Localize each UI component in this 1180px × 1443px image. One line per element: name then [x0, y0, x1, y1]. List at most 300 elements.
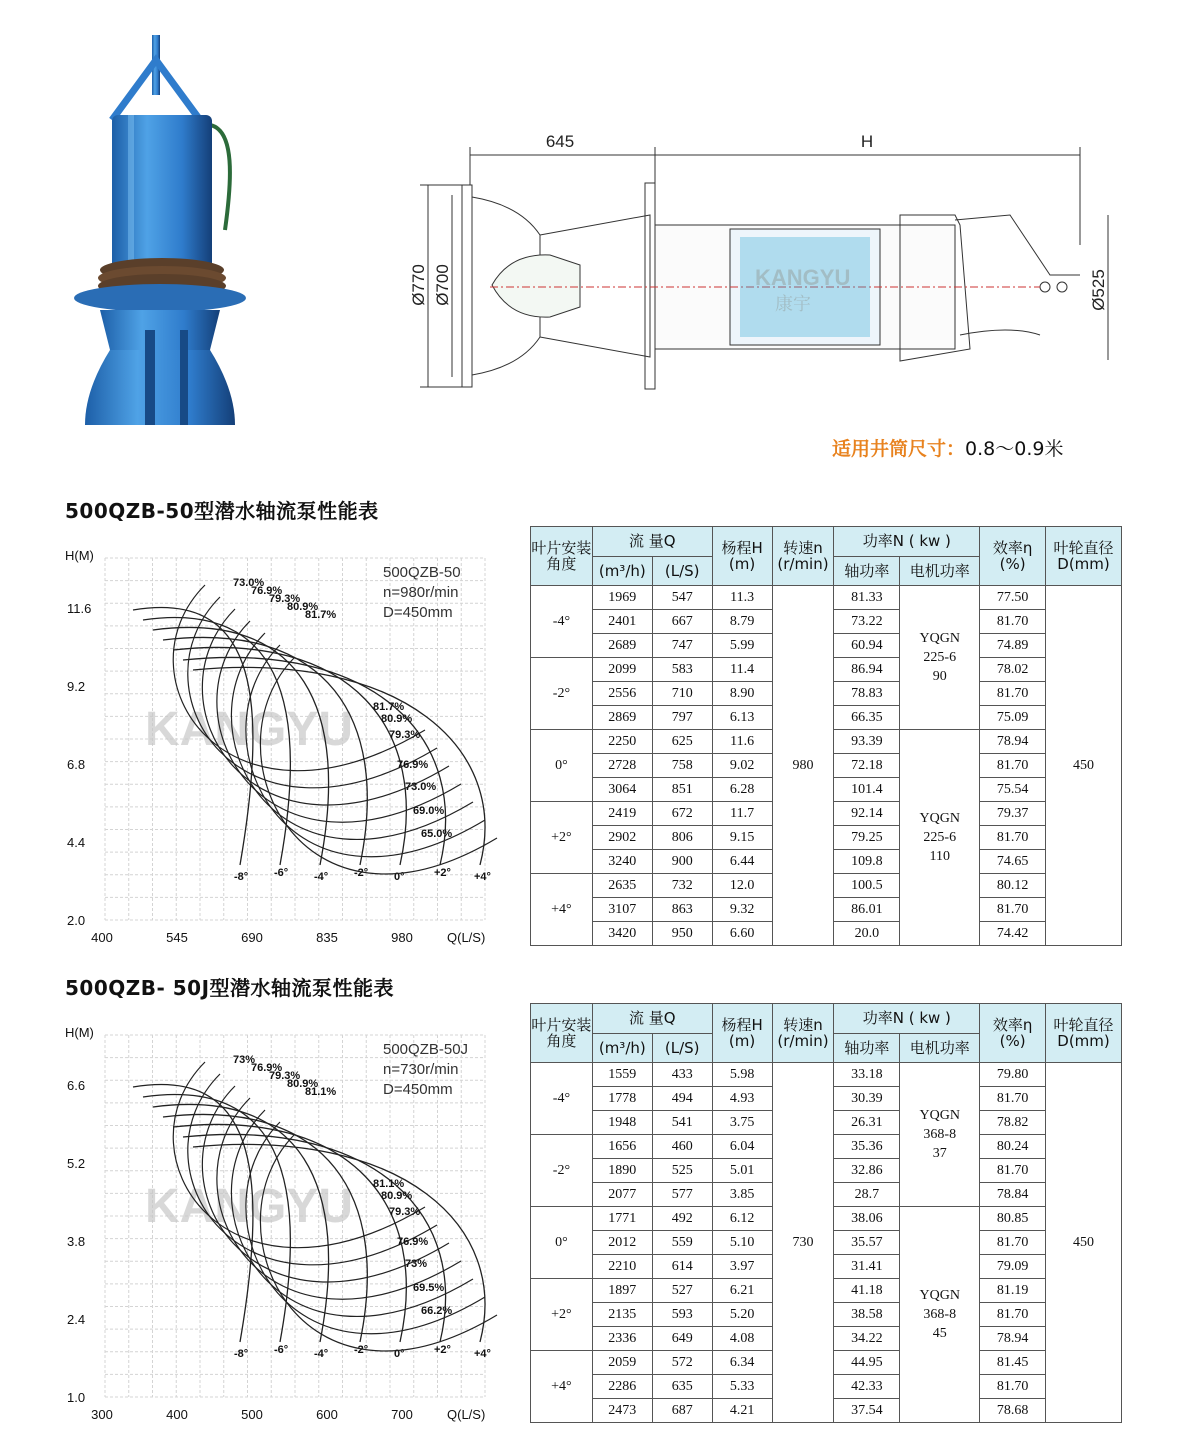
- flow-m3h-cell: 2902: [592, 826, 652, 850]
- shaft-power-cell: 66.35: [834, 706, 900, 730]
- col-motor-power: 电机功率: [900, 556, 980, 586]
- motor-kw: 110: [929, 849, 950, 864]
- flow-m3h-cell: 1969: [592, 586, 652, 610]
- head-cell: 6.13: [712, 706, 772, 730]
- efficiency-label: 81.1%: [305, 1086, 337, 1098]
- shaft-power-cell: 60.94: [834, 634, 900, 658]
- col-eff: [980, 1004, 1046, 1063]
- blade-angle-label: +4°: [474, 871, 491, 883]
- flow-ls-cell: 950: [652, 922, 712, 946]
- head-cell: 6.21: [712, 1279, 772, 1303]
- head-cell: 4.93: [712, 1087, 772, 1111]
- flow-ls-cell: 710: [652, 682, 712, 706]
- efficiency-cell: 81.70: [980, 1231, 1046, 1255]
- table-row: [531, 586, 1122, 610]
- motor-kw: 45: [932, 1326, 947, 1341]
- chart-legend-line: 500QZB-50J: [383, 1041, 469, 1058]
- shaft-power-cell: 86.01: [834, 898, 900, 922]
- head-cell: 11.6: [712, 730, 772, 754]
- head-cell: 5.10: [712, 1231, 772, 1255]
- efficiency-cell: 81.70: [980, 1159, 1046, 1183]
- col-angle: 叶片安装角度: [531, 1004, 593, 1063]
- flow-ls-cell: 494: [652, 1087, 712, 1111]
- flow-m3h-cell: 1897: [592, 1279, 652, 1303]
- flow-ls-cell: 492: [652, 1207, 712, 1231]
- efficiency-cell: 79.09: [980, 1255, 1046, 1279]
- flow-ls-cell: 851: [652, 778, 712, 802]
- flow-ls-cell: 747: [652, 634, 712, 658]
- motor-spec: 225-6: [923, 830, 957, 845]
- col-head-label: 杨程H: [721, 1016, 763, 1034]
- shaft-power-cell: 92.14: [834, 802, 900, 826]
- performance-chart-2: [55, 1017, 505, 1427]
- col-flow-ls: (L/S): [652, 556, 712, 586]
- chart-legend-line: n=730r/min: [383, 1061, 459, 1078]
- chart-legend-line: D=450mm: [383, 604, 453, 621]
- col-flow-m3h: (m³/h): [592, 556, 652, 586]
- col-head: [712, 1004, 772, 1063]
- efficiency-cell: 81.70: [980, 682, 1046, 706]
- head-cell: 8.79: [712, 610, 772, 634]
- flow-m3h-cell: 2286: [592, 1375, 652, 1399]
- motor-model: YQGN: [919, 811, 960, 826]
- efficiency-cell: 81.70: [980, 754, 1046, 778]
- col-eff: [980, 527, 1046, 586]
- shaft-power-cell: 34.22: [834, 1327, 900, 1351]
- flow-ls-cell: 649: [652, 1327, 712, 1351]
- performance-chart-1: [55, 540, 505, 950]
- shaft-size-note: [832, 434, 1063, 461]
- drawing-watermark-cn: 康宇: [775, 294, 811, 314]
- shaft-power-cell: 38.06: [834, 1207, 900, 1231]
- motor-kw: 90: [932, 669, 947, 684]
- shaft-power-cell: 44.95: [834, 1351, 900, 1375]
- efficiency-label: 76.9%: [397, 759, 429, 771]
- flow-m3h-cell: 2689: [592, 634, 652, 658]
- head-cell: 6.28: [712, 778, 772, 802]
- blade-angle-label: 0°: [394, 1348, 405, 1360]
- efficiency-cell: 80.85: [980, 1207, 1046, 1231]
- flow-m3h-cell: 3064: [592, 778, 652, 802]
- efficiency-label: 81.7%: [305, 609, 337, 621]
- flow-m3h-cell: 1890: [592, 1159, 652, 1183]
- col-speed-unit: (r/min): [777, 555, 829, 573]
- flow-m3h-cell: 2419: [592, 802, 652, 826]
- blade-angle-label: -4°: [314, 871, 329, 883]
- performance-table-2: [530, 1003, 1122, 1423]
- y-tick-label: 2.4: [67, 1312, 86, 1327]
- head-cell: 4.21: [712, 1399, 772, 1423]
- efficiency-label: 80.9%: [287, 601, 319, 613]
- flow-ls-cell: 614: [652, 1255, 712, 1279]
- blade-angle-cell: -4°: [531, 1063, 593, 1135]
- flow-ls-cell: 577: [652, 1183, 712, 1207]
- motor-power-cell: [900, 1207, 980, 1423]
- efficiency-label: 65.0%: [421, 828, 453, 840]
- chart-legend-line: n=980r/min: [383, 584, 459, 601]
- blade-angle-cell: -4°: [531, 586, 593, 658]
- efficiency-cell: 80.24: [980, 1135, 1046, 1159]
- flow-m3h-cell: 2077: [592, 1183, 652, 1207]
- col-impeller: 叶轮直径D(mm): [1046, 1004, 1122, 1063]
- blade-angle-cell: +4°: [531, 1351, 593, 1423]
- flow-m3h-cell: 2210: [592, 1255, 652, 1279]
- motor-power-cell: [900, 730, 980, 946]
- dimension-h: H: [860, 132, 874, 151]
- x-tick-label: 980: [391, 930, 413, 945]
- dimension-d770: Ø770: [409, 264, 428, 306]
- flow-ls-cell: 667: [652, 610, 712, 634]
- flow-m3h-cell: 2556: [592, 682, 652, 706]
- efficiency-cell: 78.82: [980, 1111, 1046, 1135]
- flow-ls-cell: 687: [652, 1399, 712, 1423]
- y-tick-label: 11.6: [67, 601, 92, 616]
- col-angle: 叶片安装角度: [531, 527, 593, 586]
- motor-model: YQGN: [919, 1288, 960, 1303]
- efficiency-label: 80.9%: [287, 1078, 319, 1090]
- shaft-power-cell: 42.33: [834, 1375, 900, 1399]
- motor-spec: 368-8: [923, 1307, 957, 1322]
- shaft-power-cell: 79.25: [834, 826, 900, 850]
- flow-ls-cell: 758: [652, 754, 712, 778]
- flow-m3h-cell: 1771: [592, 1207, 652, 1231]
- x-tick-label: 500: [241, 1407, 263, 1422]
- col-speed: [772, 1004, 834, 1063]
- shaft-power-cell: 73.22: [834, 610, 900, 634]
- efficiency-cell: 81.70: [980, 1087, 1046, 1111]
- x-tick-label: 300: [91, 1407, 113, 1422]
- head-cell: 6.04: [712, 1135, 772, 1159]
- efficiency-cell: 81.70: [980, 1303, 1046, 1327]
- motor-model: YQGN: [919, 1108, 960, 1123]
- blade-angle-cell: +2°: [531, 802, 593, 874]
- x-tick-label: 400: [166, 1407, 188, 1422]
- col-eff-label: 效率η: [992, 539, 1033, 557]
- flow-ls-cell: 900: [652, 850, 712, 874]
- head-cell: 4.08: [712, 1327, 772, 1351]
- blade-angle-cell: +2°: [531, 1279, 593, 1351]
- blade-angle-label: +4°: [474, 1348, 491, 1360]
- efficiency-cell: 78.94: [980, 730, 1046, 754]
- flow-m3h-cell: 2135: [592, 1303, 652, 1327]
- y-tick-label: 4.4: [67, 835, 86, 850]
- flow-ls-cell: 806: [652, 826, 712, 850]
- efficiency-label: 69.5%: [413, 1282, 445, 1294]
- efficiency-label: 79.3%: [389, 1206, 421, 1218]
- efficiency-label: 73.0%: [233, 577, 265, 589]
- head-cell: 5.33: [712, 1375, 772, 1399]
- efficiency-cell: 79.80: [980, 1063, 1046, 1087]
- shaft-power-cell: 26.31: [834, 1111, 900, 1135]
- y-tick-label: 6.8: [67, 757, 86, 772]
- blade-angle-label: +2°: [434, 1344, 451, 1356]
- y-tick-label: 6.6: [67, 1078, 86, 1093]
- x-tick-label: 690: [241, 930, 263, 945]
- flow-m3h-cell: 2012: [592, 1231, 652, 1255]
- x-axis-label: Q(L/S): [447, 1407, 486, 1422]
- blade-angle-cell: 0°: [531, 730, 593, 802]
- flow-ls-cell: 541: [652, 1111, 712, 1135]
- shaft-power-cell: 86.94: [834, 658, 900, 682]
- speed-cell: 980: [772, 586, 834, 946]
- efficiency-cell: 79.37: [980, 802, 1046, 826]
- shaft-power-cell: 81.33: [834, 586, 900, 610]
- col-flow-ls: (L/S): [652, 1033, 712, 1063]
- efficiency-label: 73%: [405, 1258, 428, 1270]
- flow-m3h-cell: 1656: [592, 1135, 652, 1159]
- head-cell: 6.44: [712, 850, 772, 874]
- shaft-size-label: 适用井筒尺寸：: [832, 438, 966, 460]
- blade-angle-cell: +4°: [531, 874, 593, 946]
- col-power: 功率N ( kw ): [834, 1004, 980, 1034]
- flow-m3h-cell: 3240: [592, 850, 652, 874]
- performance-table-1: [530, 526, 1122, 946]
- col-shaft-power: 轴功率: [834, 556, 900, 586]
- efficiency-label: 80.9%: [381, 1190, 413, 1202]
- shaft-power-cell: 28.7: [834, 1183, 900, 1207]
- efficiency-cell: 81.70: [980, 826, 1046, 850]
- col-head: [712, 527, 772, 586]
- efficiency-cell: 74.42: [980, 922, 1046, 946]
- chart-watermark: KANGYU: [145, 1180, 354, 1233]
- sectional-drawing: [400, 125, 1120, 395]
- x-tick-label: 545: [166, 930, 188, 945]
- efficiency-cell: 74.65: [980, 850, 1046, 874]
- efficiency-cell: 81.70: [980, 1375, 1046, 1399]
- shaft-power-cell: 37.54: [834, 1399, 900, 1423]
- blade-angle-cell: -2°: [531, 1135, 593, 1207]
- col-eff-unit: (%): [999, 555, 1026, 573]
- flow-m3h-cell: 3420: [592, 922, 652, 946]
- blade-angle-label: -4°: [314, 1348, 329, 1360]
- flow-ls-cell: 593: [652, 1303, 712, 1327]
- blade-angle-cell: -2°: [531, 658, 593, 730]
- efficiency-cell: 81.45: [980, 1351, 1046, 1375]
- x-axis-label: Q(L/S): [447, 930, 486, 945]
- y-tick-label: 2.0: [67, 913, 86, 928]
- efficiency-cell: 75.54: [980, 778, 1046, 802]
- col-shaft-power: 轴功率: [834, 1033, 900, 1063]
- col-power: 功率N ( kw ): [834, 527, 980, 557]
- drawing-watermark: KANGYU: [755, 265, 851, 290]
- efficiency-label: 76.9%: [251, 1062, 283, 1074]
- head-cell: 6.12: [712, 1207, 772, 1231]
- efficiency-label: 81.7%: [373, 701, 405, 713]
- section-title-1: 500QZB-50型潜水轴流泵性能表: [65, 499, 379, 523]
- efficiency-cell: 81.19: [980, 1279, 1046, 1303]
- head-cell: 11.4: [712, 658, 772, 682]
- efficiency-label: 66.2%: [421, 1305, 453, 1317]
- efficiency-cell: 75.09: [980, 706, 1046, 730]
- head-cell: 3.97: [712, 1255, 772, 1279]
- efficiency-cell: 74.89: [980, 634, 1046, 658]
- x-tick-label: 400: [91, 930, 113, 945]
- shaft-power-cell: 31.41: [834, 1255, 900, 1279]
- y-axis-label: H(M): [65, 1025, 94, 1040]
- col-head-unit: (m): [728, 1032, 756, 1050]
- blade-angle-label: -6°: [274, 1344, 289, 1356]
- shaft-power-cell: 32.86: [834, 1159, 900, 1183]
- efficiency-label: 73%: [233, 1054, 256, 1066]
- col-eff-unit: (%): [999, 1032, 1026, 1050]
- blade-angle-cell: 0°: [531, 1207, 593, 1279]
- flow-ls-cell: 527: [652, 1279, 712, 1303]
- shaft-power-cell: 41.18: [834, 1279, 900, 1303]
- col-head-label: 杨程H: [721, 539, 763, 557]
- col-flow: 流 量Q: [592, 1004, 712, 1034]
- flow-m3h-cell: 2250: [592, 730, 652, 754]
- head-cell: 6.60: [712, 922, 772, 946]
- flow-ls-cell: 525: [652, 1159, 712, 1183]
- efficiency-label: 76.9%: [251, 585, 283, 597]
- flow-ls-cell: 797: [652, 706, 712, 730]
- shaft-power-cell: 78.83: [834, 682, 900, 706]
- blade-angle-label: -8°: [234, 1348, 249, 1360]
- dimension-d525: Ø525: [1089, 269, 1108, 311]
- flow-m3h-cell: 1778: [592, 1087, 652, 1111]
- head-cell: 5.98: [712, 1063, 772, 1087]
- blade-angle-label: -2°: [354, 1344, 369, 1356]
- motor-spec: 225-6: [923, 650, 957, 665]
- table-row: [531, 1063, 1122, 1087]
- flow-m3h-cell: 2473: [592, 1399, 652, 1423]
- chart-watermark: KANGYU: [145, 703, 354, 756]
- section-title-2: 500QZB- 50J型潜水轴流泵性能表: [65, 976, 395, 1000]
- shaft-power-cell: 38.58: [834, 1303, 900, 1327]
- col-speed: [772, 527, 834, 586]
- flow-ls-cell: 583: [652, 658, 712, 682]
- efficiency-cell: 77.50: [980, 586, 1046, 610]
- head-cell: 11.7: [712, 802, 772, 826]
- flow-ls-cell: 460: [652, 1135, 712, 1159]
- col-speed-unit: (r/min): [777, 1032, 829, 1050]
- blade-angle-label: -8°: [234, 871, 249, 883]
- head-cell: 5.99: [712, 634, 772, 658]
- dimension-d700: Ø700: [433, 264, 452, 306]
- shaft-power-cell: 101.4: [834, 778, 900, 802]
- head-cell: 3.75: [712, 1111, 772, 1135]
- shaft-size-value: 0.8～0.9米: [965, 438, 1064, 460]
- flow-m3h-cell: 1948: [592, 1111, 652, 1135]
- x-tick-label: 700: [391, 1407, 413, 1422]
- head-cell: 9.02: [712, 754, 772, 778]
- blade-angle-label: 0°: [394, 871, 405, 883]
- speed-cell: 730: [772, 1063, 834, 1423]
- shaft-power-cell: 72.18: [834, 754, 900, 778]
- head-cell: 9.32: [712, 898, 772, 922]
- motor-kw: 37: [932, 1146, 947, 1161]
- head-cell: 3.85: [712, 1183, 772, 1207]
- motor-spec: 368-8: [923, 1127, 957, 1142]
- efficiency-cell: 78.02: [980, 658, 1046, 682]
- y-tick-label: 5.2: [67, 1156, 86, 1171]
- efficiency-label: 80.9%: [381, 713, 413, 725]
- motor-power-cell: [900, 1063, 980, 1207]
- shaft-power-cell: 20.0: [834, 922, 900, 946]
- x-tick-label: 600: [316, 1407, 338, 1422]
- efficiency-label: 81.1%: [373, 1178, 405, 1190]
- flow-m3h-cell: 3107: [592, 898, 652, 922]
- y-tick-label: 1.0: [67, 1390, 86, 1405]
- efficiency-cell: 78.94: [980, 1327, 1046, 1351]
- flow-ls-cell: 635: [652, 1375, 712, 1399]
- y-tick-label: 9.2: [67, 679, 86, 694]
- x-tick-label: 835: [316, 930, 338, 945]
- y-axis-label: H(M): [65, 548, 94, 563]
- shaft-power-cell: 35.36: [834, 1135, 900, 1159]
- head-cell: 5.01: [712, 1159, 772, 1183]
- efficiency-label: 76.9%: [397, 1236, 429, 1248]
- flow-ls-cell: 732: [652, 874, 712, 898]
- shaft-power-cell: 93.39: [834, 730, 900, 754]
- impeller-cell: 450: [1046, 1063, 1122, 1423]
- chart-legend-line: 500QZB-50: [383, 564, 461, 581]
- motor-model: YQGN: [919, 631, 960, 646]
- pump-photo: [60, 30, 260, 440]
- flow-m3h-cell: 2401: [592, 610, 652, 634]
- flow-m3h-cell: 2336: [592, 1327, 652, 1351]
- efficiency-label: 79.3%: [269, 1070, 301, 1082]
- flow-ls-cell: 547: [652, 586, 712, 610]
- flow-ls-cell: 572: [652, 1351, 712, 1375]
- blade-angle-label: -6°: [274, 867, 289, 879]
- flow-m3h-cell: 1559: [592, 1063, 652, 1087]
- head-cell: 9.15: [712, 826, 772, 850]
- motor-power-cell: [900, 586, 980, 730]
- y-tick-label: 3.8: [67, 1234, 86, 1249]
- shaft-power-cell: 35.57: [834, 1231, 900, 1255]
- efficiency-label: 73.0%: [405, 781, 437, 793]
- head-cell: 11.3: [712, 586, 772, 610]
- impeller-cell: 450: [1046, 586, 1122, 946]
- head-cell: 8.90: [712, 682, 772, 706]
- head-cell: 5.20: [712, 1303, 772, 1327]
- efficiency-cell: 81.70: [980, 898, 1046, 922]
- head-cell: 12.0: [712, 874, 772, 898]
- col-head-unit: (m): [728, 555, 756, 573]
- flow-ls-cell: 433: [652, 1063, 712, 1087]
- blade-angle-label: +2°: [434, 867, 451, 879]
- efficiency-cell: 78.68: [980, 1399, 1046, 1423]
- efficiency-label: 69.0%: [413, 805, 445, 817]
- flow-ls-cell: 559: [652, 1231, 712, 1255]
- efficiency-cell: 80.12: [980, 874, 1046, 898]
- flow-ls-cell: 625: [652, 730, 712, 754]
- efficiency-cell: 81.70: [980, 610, 1046, 634]
- shaft-power-cell: 100.5: [834, 874, 900, 898]
- col-speed-label: 转速n: [783, 1016, 823, 1034]
- flow-m3h-cell: 2869: [592, 706, 652, 730]
- flow-m3h-cell: 2099: [592, 658, 652, 682]
- col-flow: 流 量Q: [592, 527, 712, 557]
- efficiency-cell: 78.84: [980, 1183, 1046, 1207]
- head-cell: 6.34: [712, 1351, 772, 1375]
- shaft-power-cell: 109.8: [834, 850, 900, 874]
- col-flow-m3h: (m³/h): [592, 1033, 652, 1063]
- col-eff-label: 效率η: [992, 1016, 1033, 1034]
- flow-ls-cell: 863: [652, 898, 712, 922]
- shaft-power-cell: 33.18: [834, 1063, 900, 1087]
- flow-m3h-cell: 2728: [592, 754, 652, 778]
- blade-angle-label: -2°: [354, 867, 369, 879]
- shaft-power-cell: 30.39: [834, 1087, 900, 1111]
- flow-m3h-cell: 2635: [592, 874, 652, 898]
- col-motor-power: 电机功率: [900, 1033, 980, 1063]
- chart-legend-line: D=450mm: [383, 1081, 453, 1098]
- efficiency-label: 79.3%: [389, 729, 421, 741]
- flow-ls-cell: 672: [652, 802, 712, 826]
- col-speed-label: 转速n: [783, 539, 823, 557]
